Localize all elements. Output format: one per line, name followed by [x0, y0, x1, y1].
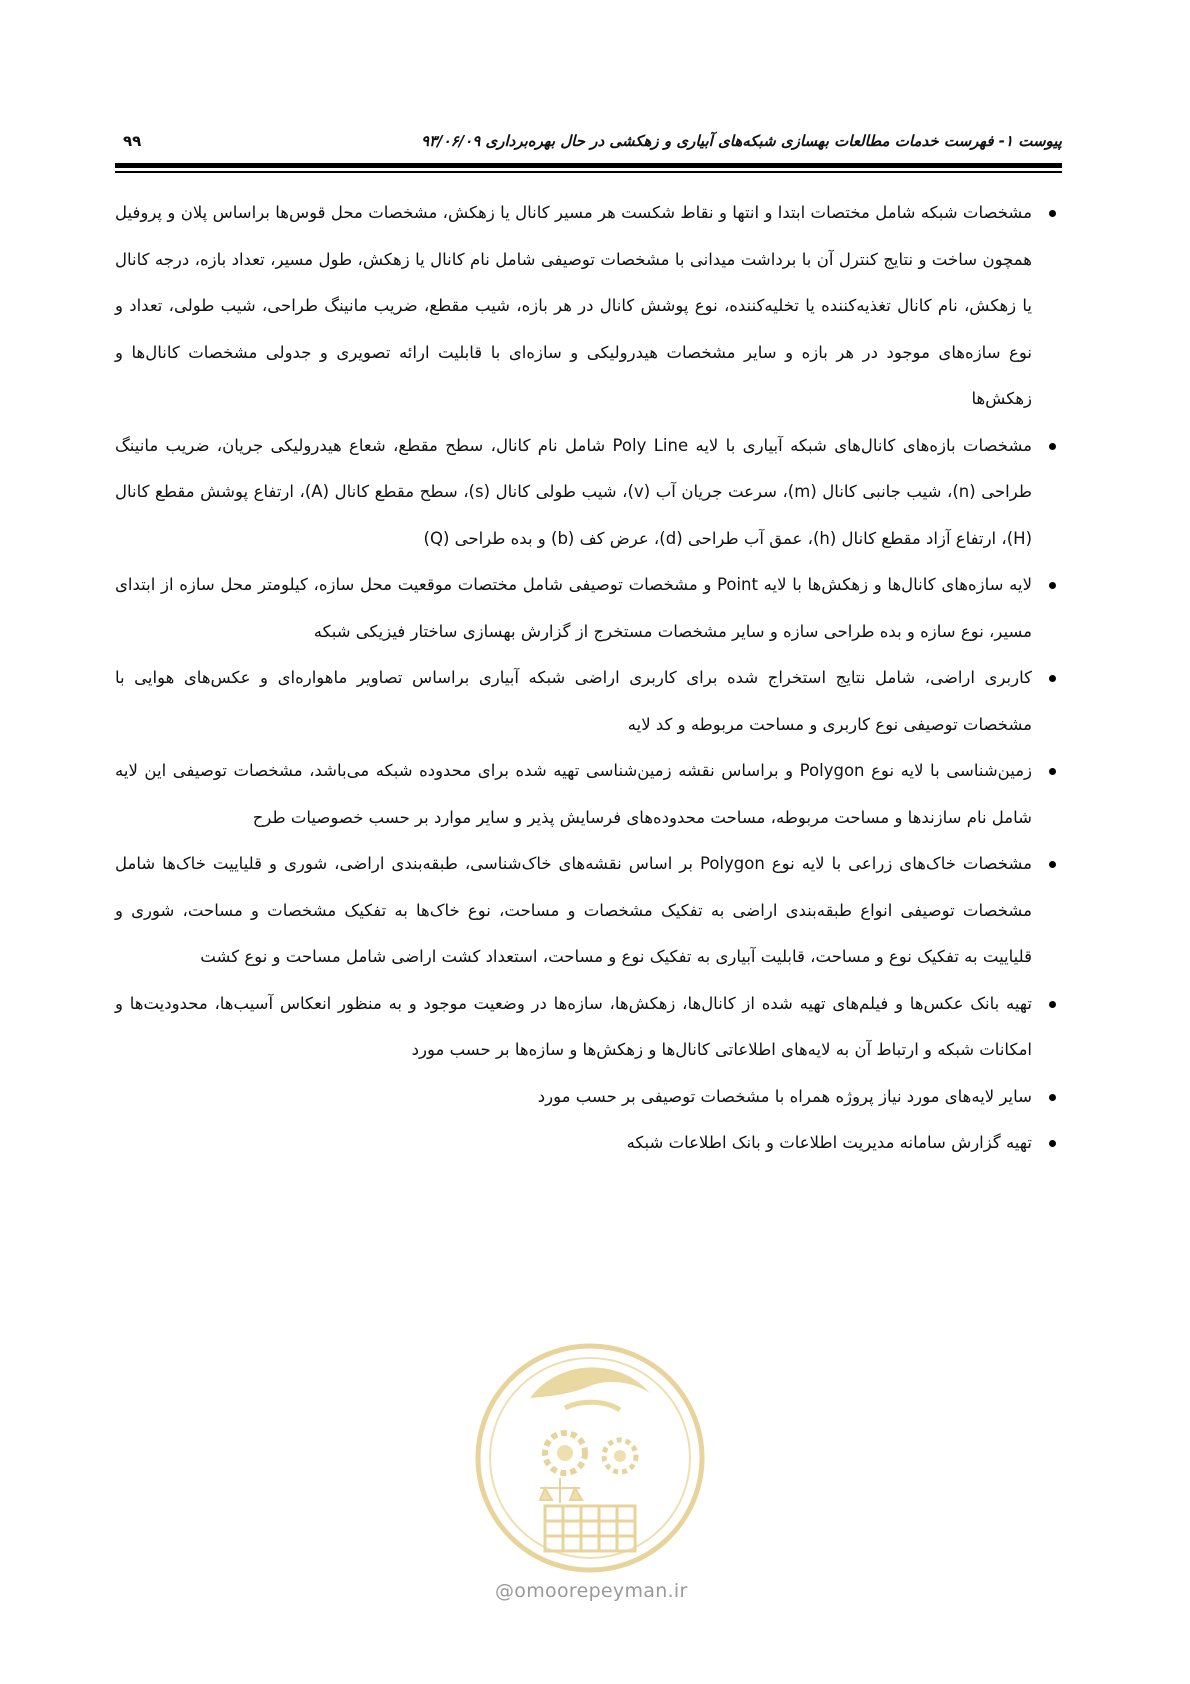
- header-rule-thin: [115, 171, 1062, 173]
- bullet-item-other-layers: سایر لایه‌های مورد نیاز پروژه همراه با مشخصات توصیفی بر حسب مورد: [115, 1074, 1062, 1121]
- watermark-seal: [470, 1338, 710, 1578]
- bullet-list: [115, 190, 1062, 1167]
- bullet-item-structures-layer: لایه سازه‌های کانال‌ها و زهکش‌ها با لایه Point و مشخصات توصیفی شامل مختصات موقعیت محل سازه، کیلومتر محل سازه از ابتدای مسیر، نوع سازه و بده طراحی سازه و سایر مشخصات مستخرج از گزارش بهسازی ساختار فیزیکی شبکه: [115, 562, 1062, 655]
- bullet-item-photo-bank: تهیه بانک عکس‌ها و فیلم‌های تهیه شده از کانال‌ها، زهکش‌ها، سازه‌ها در وضعیت موجود و به منظور انعکاس آسیب‌ها، محدودیت‌ها و امکانات شبکه و ارتباط آن به لایه‌های اطلاعاتی کانال‌ها و زهکش‌ها و سازه‌ها بر حسب مورد: [115, 981, 1062, 1074]
- bullet-item-geology: زمین‌شناسی با لایه نوع Polygon و براساس نقشه زمین‌شناسی تهیه شده برای محدوده شبکه می‌باشد، مشخصات توصیفی این لایه شامل نام سازندها و مساحت مربوطه، مساحت محدوده‌های فرسایش پذیر و سایر موارد بر حسب خصوصیات طرح: [115, 748, 1062, 841]
- header-title: پیوست ۱- فهرست خدمات مطالعات بهسازی شبکه‌های آبیاری و زهکشی در حال بهره‌برداری ۹۳/۰۶/۰۹: [421, 132, 1062, 150]
- document-body: [115, 190, 1062, 1167]
- watermark-url: @omoorepeyman.ir: [495, 1580, 688, 1602]
- page-header: [115, 128, 1062, 158]
- bullet-item-canal-reaches: مشخصات بازه‌های کانال‌های شبکه آبیاری با لایه Poly Line شامل نام کانال، سطح مقطع، شعاع هیدرولیکی جریان، ضریب مانینگ طراحی (n)، شیب جانبی کانال (m)، سرعت جریان آب (v)، شیب طولی کانال (s)، سطح مقطع کانال (A)، ارتفاع پوشش مقطع کانال (H)، ارتفاع آزاد مقطع کانال (h)، عمق آب طراحی (d)، عرض کف (b) و بده طراحی (Q): [115, 423, 1062, 563]
- bullet-item-network-specs: مشخصات شبکه شامل مختصات ابتدا و انتها و نقاط شکست هر مسیر کانال یا زهکش، مشخصات محل قوس‌ها براساس پلان و پروفیل همچون ساخت و نتایج کنترل آن با برداشت میدانی با مشخصات توصیفی شامل نام کانال یا زهکش، طول مسیر، تعداد بازه، درجه کانال یا زهکش، نام کانال تغذیه‌کننده یا تخلیه‌کننده، نوع پوشش کانال در هر بازه، شیب مقطع، ضریب مانینگ طراحی، شیب طولی، تعداد و نوع سازه‌های موجود در هر بازه و سایر مشخصات هیدرولیکی و سازه‌ای با قابلیت ارائه تصویری و جدولی مشخصات کانال‌ها و زهکش‌ها: [115, 190, 1062, 423]
- bullet-item-soils: مشخصات خاک‌های زراعی با لایه نوع Polygon بر اساس نقشه‌های خاک‌شناسی، طبقه‌بندی اراضی، شوری و قلیاییت خاک‌ها شامل مشخصات توصیفی انواع طبقه‌بندی اراضی به تفکیک مشخصات و مساحت، نوع خاک‌ها به تفکیک مشخصات و مساحت، شوری و قلیاییت به تفکیک نوع و مساحت، قابلیت آبیاری به تفکیک نوع و مساحت، استعداد کشت اراضی شامل مساحت و نوع کشت: [115, 841, 1062, 981]
- page-number: ۹۹: [123, 132, 142, 150]
- header-rule-thick: [115, 163, 1062, 168]
- bullet-item-report: تهیه گزارش سامانه مدیریت اطلاعات و بانک اطلاعات شبکه: [115, 1120, 1062, 1167]
- bullet-item-land-use: کاربری اراضی، شامل نتایج استخراج شده برای کاربری اراضی شبکه آبیاری براساس تصاویر ماهواره‌ای و عکس‌های هوایی با مشخصات توصیفی نوع کاربری و مساحت مربوطه و کد لایه: [115, 655, 1062, 748]
